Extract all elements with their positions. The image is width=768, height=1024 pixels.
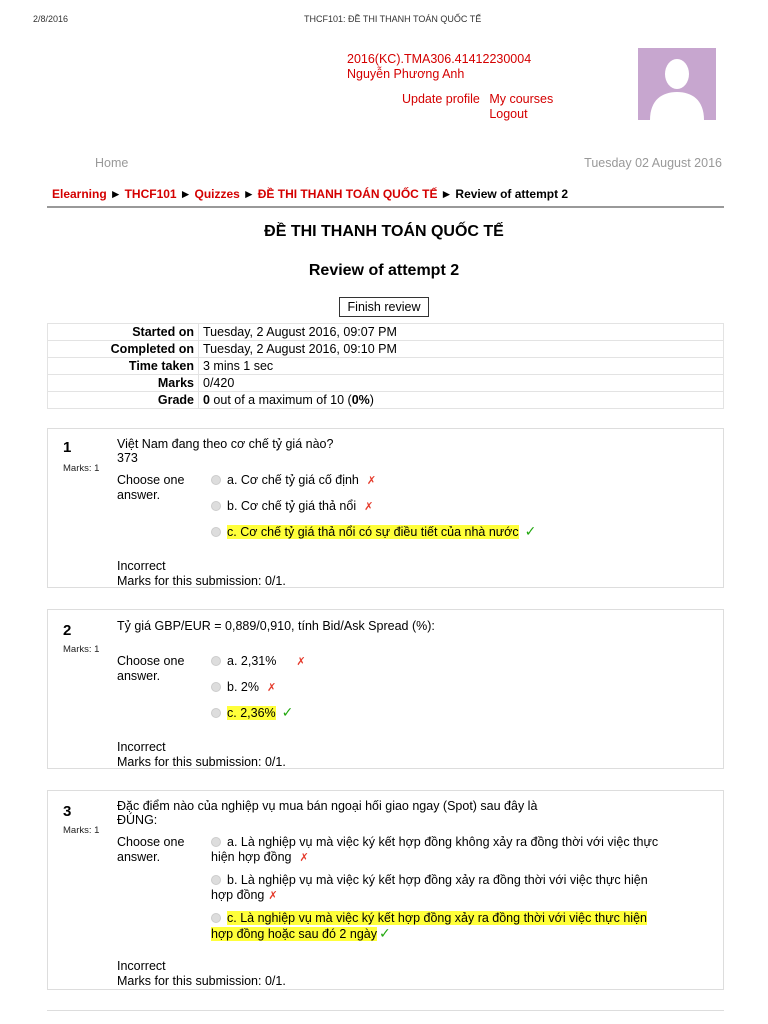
- summary-row: [48, 358, 724, 375]
- correct-option-label: c. Là nghiệp vụ mà việc ký kết hợp đồng xảy ra đồng thời với việc thực hiện hợp đồng hoặc sau đó 2 ngày: [211, 911, 647, 941]
- user-info: [347, 52, 531, 82]
- breadcrumb-quiz[interactable]: ĐỀ THI THANH TOÁN QUỐC TẾ: [257, 187, 438, 201]
- breadcrumb-elearning[interactable]: Elearning: [52, 187, 107, 201]
- correct-option-label: c. Cơ chế tỷ giá thả nổi có sự điều tiết của nhà nước: [227, 525, 519, 539]
- question-marks: Marks: 1: [63, 463, 100, 474]
- summary-value: 0/420: [199, 375, 724, 392]
- option-label: b. Cơ chế tỷ giá thả nổi: [227, 499, 357, 513]
- cross-icon: ✗: [364, 501, 374, 513]
- marks-for-submission: Marks for this submission: 0/1.: [117, 574, 286, 588]
- update-profile-link[interactable]: Update profile: [402, 92, 480, 106]
- option-label: a. Là nghiệp vụ mà việc ký kết hợp đồng không xảy ra đồng thời với việc thực hiện hợp đồng: [211, 835, 659, 864]
- question-number: 1: [63, 439, 72, 456]
- question-number: 2: [63, 622, 72, 639]
- question-2: [47, 609, 724, 769]
- question-marks: Marks: 1: [63, 644, 100, 655]
- correct-option-label: c. 2,36%: [227, 706, 276, 720]
- radio-button[interactable]: [211, 501, 221, 511]
- choose-one-label: Choose one answer.: [117, 835, 185, 864]
- radio-button[interactable]: [211, 837, 221, 847]
- summary-row: [48, 324, 724, 341]
- breadcrumb-separator: ►: [242, 187, 255, 201]
- breadcrumb-quizzes[interactable]: Quizzes: [194, 187, 240, 201]
- cross-icon: ✗: [296, 656, 306, 668]
- question-3: [47, 790, 724, 990]
- user-links: [402, 92, 553, 122]
- cross-icon: ✗: [299, 852, 309, 864]
- question-1: [47, 428, 724, 588]
- answer-option[interactable]: [211, 473, 376, 489]
- header-divider: [47, 206, 724, 208]
- summary-label: Completed on: [48, 341, 199, 358]
- question-text: Việt Nam đang theo cơ chế tỷ giá nào?373: [117, 437, 334, 465]
- print-date: 2/8/2016: [33, 14, 69, 24]
- answer-option[interactable]: [211, 873, 651, 904]
- summary-value: Tuesday, 2 August 2016, 09:10 PM: [199, 341, 724, 358]
- cross-icon: ✗: [268, 890, 278, 902]
- question-number: 3: [63, 803, 72, 820]
- check-icon: ✓: [281, 704, 294, 720]
- home-link[interactable]: Home: [95, 156, 129, 170]
- breadcrumb-separator: ►: [179, 187, 192, 201]
- user-silhouette-icon: [638, 48, 716, 120]
- option-label: b. 2%: [227, 680, 259, 694]
- grade-mid: out of a maximum of 10 (: [209, 393, 352, 407]
- answer-option[interactable]: [211, 654, 306, 670]
- review-title: Review of attempt 2: [308, 262, 460, 279]
- answer-option[interactable]: [211, 524, 536, 540]
- choose-one-label: Choose one answer.: [117, 473, 185, 502]
- user-name[interactable]: Nguyễn Phương Anh: [347, 67, 465, 81]
- radio-button[interactable]: [211, 527, 221, 537]
- grade-end: ): [369, 393, 374, 407]
- breadcrumb-current: Review of attempt 2: [455, 187, 569, 201]
- result-status: Incorrect: [117, 559, 166, 573]
- print-title: THCF101: ĐỀ THI THANH TOÁN QUỐC TẾ: [304, 14, 482, 24]
- radio-button[interactable]: [211, 682, 221, 692]
- summary-row: [48, 375, 724, 392]
- course-code: 2016(KC).TMA306.41412230004: [347, 52, 532, 66]
- breadcrumb-course[interactable]: THCF101: [124, 187, 177, 201]
- radio-button[interactable]: [211, 475, 221, 485]
- page-bottom-divider: [47, 1010, 724, 1011]
- radio-button[interactable]: [211, 708, 221, 718]
- radio-button[interactable]: [211, 656, 221, 666]
- breadcrumb-separator: ►: [440, 187, 453, 201]
- answer-option[interactable]: [211, 705, 293, 721]
- question-marks: Marks: 1: [63, 825, 100, 836]
- summary-label: Marks: [48, 375, 199, 392]
- answer-option[interactable]: [211, 499, 373, 515]
- attempt-summary-table: [47, 323, 724, 409]
- avatar[interactable]: [638, 48, 716, 120]
- answer-option[interactable]: [211, 911, 651, 942]
- current-date: Tuesday 02 August 2016: [584, 156, 722, 170]
- summary-label: Grade: [48, 392, 199, 409]
- my-courses-link[interactable]: My courses: [489, 92, 554, 106]
- option-label: b. Là nghiệp vụ mà việc ký kết hợp đồng xảy ra đồng thời với việc thực hiện hợp đồng: [211, 873, 648, 902]
- result-status: Incorrect: [117, 740, 166, 754]
- marks-for-submission: Marks for this submission: 0/1.: [117, 755, 286, 769]
- summary-label: Time taken: [48, 358, 199, 375]
- summary-value: Tuesday, 2 August 2016, 09:07 PM: [199, 324, 724, 341]
- breadcrumb-separator: ►: [109, 187, 122, 201]
- grade-percent: 0%: [351, 393, 370, 407]
- quiz-title: ĐỀ THI THANH TOÁN QUỐC TẾ: [264, 223, 504, 240]
- summary-row: [48, 392, 724, 409]
- option-label: a. Cơ chế tỷ giá cố định: [227, 473, 359, 487]
- option-label: a. 2,31%: [227, 654, 277, 668]
- finish-review-button[interactable]: Finish review: [339, 297, 429, 317]
- check-icon: ✓: [524, 523, 537, 539]
- cross-icon: ✗: [266, 682, 277, 694]
- grade-value: [199, 392, 724, 409]
- summary-row: [48, 341, 724, 358]
- answer-option[interactable]: [211, 835, 681, 866]
- cross-icon: ✗: [366, 475, 377, 487]
- summary-label: Started on: [48, 324, 199, 341]
- breadcrumb: [52, 187, 568, 201]
- radio-button[interactable]: [211, 913, 221, 923]
- choose-one-label: Choose one answer.: [117, 654, 185, 683]
- radio-button[interactable]: [211, 875, 221, 885]
- summary-value: 3 mins 1 sec: [199, 358, 724, 375]
- marks-for-submission: Marks for this submission: 0/1.: [117, 974, 286, 988]
- logout-link[interactable]: Logout: [489, 107, 528, 121]
- check-icon: ✓: [378, 925, 391, 941]
- question-text: Đặc điểm nào của nghiệp vụ mua bán ngoại hối giao ngay (Spot) sau đây là ĐÚNG:: [117, 799, 538, 827]
- question-text: Tỷ giá GBP/EUR = 0,889/0,910, tính Bid/Ask Spread (%):: [117, 619, 435, 633]
- grade-score: 0: [203, 393, 210, 407]
- result-status: Incorrect: [117, 959, 166, 973]
- answer-option[interactable]: [211, 680, 276, 696]
